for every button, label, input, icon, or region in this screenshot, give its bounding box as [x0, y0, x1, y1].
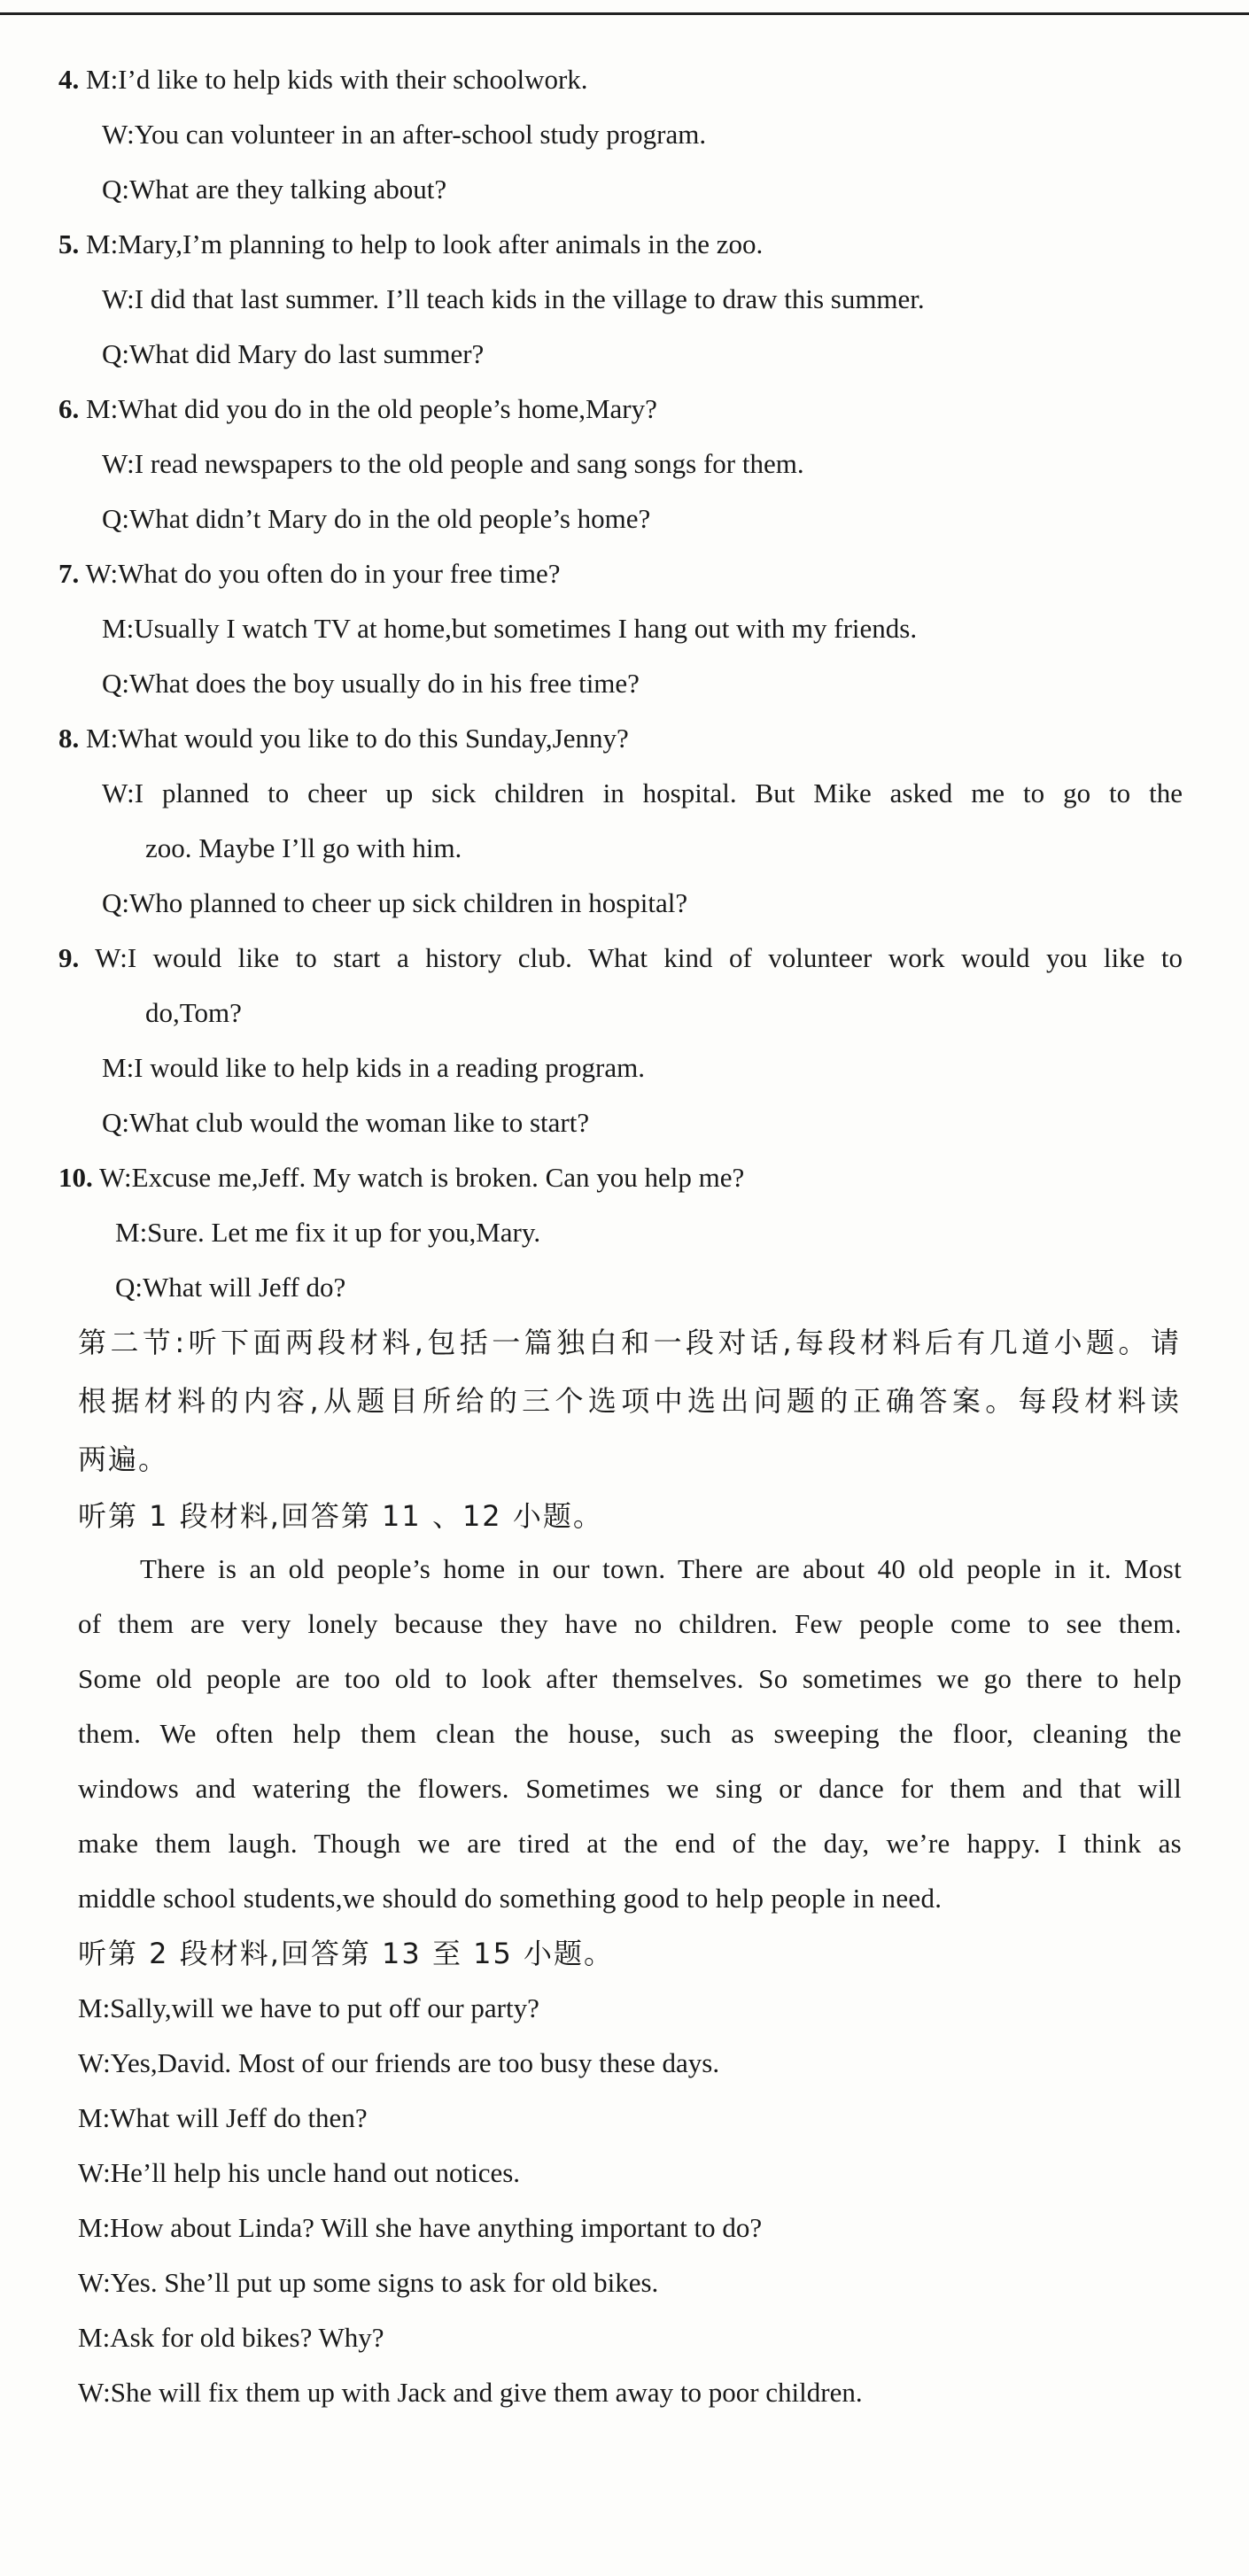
item-9-line-2: do,Tom?	[145, 997, 242, 1028]
dialogue-line: M:I’d like to help kids with their schoolwork.	[86, 64, 588, 95]
passage-1-line-6-wrap	[78, 1826, 1182, 1861]
item-4-line-2: W:You can volunteer in an after-school study program.	[102, 119, 707, 150]
passage-2-heading: 听第 2 段材料,回答第 13 至 15 小题。	[78, 1937, 615, 1970]
item-10-line-2: M:Sure. Let me fix it up for you,Mary.	[115, 1217, 541, 1248]
item-4-question: Q:What are they talking about?	[102, 174, 447, 205]
item-9-question: Q:What club would the woman like to start?	[102, 1107, 590, 1138]
passage-2-line-5: M:How about Linda? Will she have anything important to do?	[78, 2212, 763, 2243]
item-number: 10.	[58, 1162, 93, 1193]
item-7-line-2: M:Usually I watch TV at home,but sometimes I hang out with my friends.	[102, 613, 918, 644]
item-8-line-2: W:I planned to cheer up sick children in hospital. But Mike asked me to go to the	[102, 777, 1183, 808]
dialogue-line: W:I would like to start a history club. What kind of volunteer work would you like to	[95, 942, 1183, 973]
item-6-line-1	[58, 391, 657, 427]
item-number: 7.	[58, 558, 80, 589]
passage-2-line-3: M:What will Jeff do then?	[78, 2102, 368, 2133]
item-10-line-1	[58, 1160, 744, 1195]
passage-1-line-1-wrap	[140, 1551, 1182, 1587]
item-5-line-2: W:I did that last summer. I’ll teach kids in the village to draw this summer.	[102, 283, 925, 314]
passage-1-line-1: There is an old people’s home in our town. There are about 40 old people in it. Most	[140, 1553, 1182, 1584]
item-10-question: Q:What will Jeff do?	[115, 1272, 346, 1303]
item-9-line-1	[58, 940, 1183, 976]
passage-2-line-6: W:Yes. She’ll put up some signs to ask for old bikes.	[78, 2267, 659, 2298]
item-8-line-3: zoo. Maybe I’ll go with him.	[145, 832, 462, 863]
passage-2-line-4: W:He’ll help his uncle hand out notices.	[78, 2157, 521, 2188]
passage-1-line-2: of them are very lonely because they have no children. Few people come to see them.	[78, 1608, 1182, 1639]
section-2-instruction-1: 第二节:听下面两段材料,包括一篇独白和一段对话,每段材料后有几道小题。请	[78, 1326, 1181, 1359]
item-8-question: Q:Who planned to cheer up sick children in hospital?	[102, 887, 688, 918]
section-2-instruction-1-wrap	[78, 1325, 1181, 1360]
passage-2-line-7: M:Ask for old bikes? Why?	[78, 2322, 384, 2353]
item-9-line-3: M:I would like to help kids in a reading program.	[102, 1052, 645, 1083]
item-6-question: Q:What didn’t Mary do in the old people’s home?	[102, 503, 651, 534]
section-2-instruction-2: 根据材料的内容,从题目所给的三个选项中选出问题的正确答案。每段材料读	[78, 1384, 1181, 1418]
dialogue-line: W:What do you often do in your free time?	[85, 558, 561, 589]
item-number: 8.	[58, 723, 80, 754]
passage-2-line-8: W:She will fix them up with Jack and give them away to poor children.	[78, 2377, 863, 2408]
item-number: 5.	[58, 228, 80, 259]
item-8-line-2-wrap	[102, 776, 1183, 811]
dialogue-line: W:Excuse me,Jeff. My watch is broken. Can you help me?	[98, 1162, 745, 1193]
item-number: 4.	[58, 64, 80, 95]
passage-1-line-3-wrap	[78, 1661, 1182, 1697]
passage-1-line-2-wrap	[78, 1606, 1182, 1642]
passage-1-line-5-wrap	[78, 1771, 1182, 1806]
item-5-question: Q:What did Mary do last summer?	[102, 338, 485, 369]
passage-1-line-5: windows and watering the flowers. Sometimes we sing or dance for them and that will	[78, 1773, 1182, 1804]
passage-1-line-3: Some old people are too old to look after themselves. So sometimes we go there to help	[78, 1663, 1182, 1694]
item-5-line-1	[58, 227, 763, 262]
passage-2-line-2: W:Yes,David. Most of our friends are too busy these days.	[78, 2047, 720, 2078]
section-2-instruction-2-wrap	[78, 1383, 1181, 1419]
item-4-line-1	[58, 62, 588, 97]
passage-1-line-6: make them laugh. Though we are tired at the end of the day, we’re happy. I think as	[78, 1828, 1182, 1859]
passage-1-line-4: them. We often help them clean the house, such as sweeping the floor, cleaning the	[78, 1718, 1182, 1749]
item-7-line-1	[58, 556, 560, 592]
dialogue-line: M:What would you like to do this Sunday,Jenny?	[86, 723, 629, 754]
item-number: 6.	[58, 393, 80, 424]
dialogue-line: M:What did you do in the old people’s home,Mary?	[86, 393, 657, 424]
dialogue-line: M:Mary,I’m planning to help to look after animals in the zoo.	[86, 228, 764, 259]
item-9-line-1-wrap	[58, 940, 1183, 976]
passage-1-line-7: middle school students,we should do something good to help people in need.	[78, 1883, 943, 1914]
section-2-instruction-3: 两遍。	[78, 1443, 169, 1476]
passage-1-heading: 听第 1 段材料,回答第 11 、12 小题。	[78, 1499, 603, 1533]
passage-1-line-4-wrap	[78, 1716, 1182, 1752]
item-7-question: Q:What does the boy usually do in his free time?	[102, 668, 640, 699]
passage-2-line-1: M:Sally,will we have to put off our party?	[78, 1992, 539, 2023]
item-number: 9.	[58, 942, 80, 973]
item-6-line-2: W:I read newspapers to the old people and sang songs for them.	[102, 448, 804, 479]
item-8-line-1	[58, 721, 629, 756]
